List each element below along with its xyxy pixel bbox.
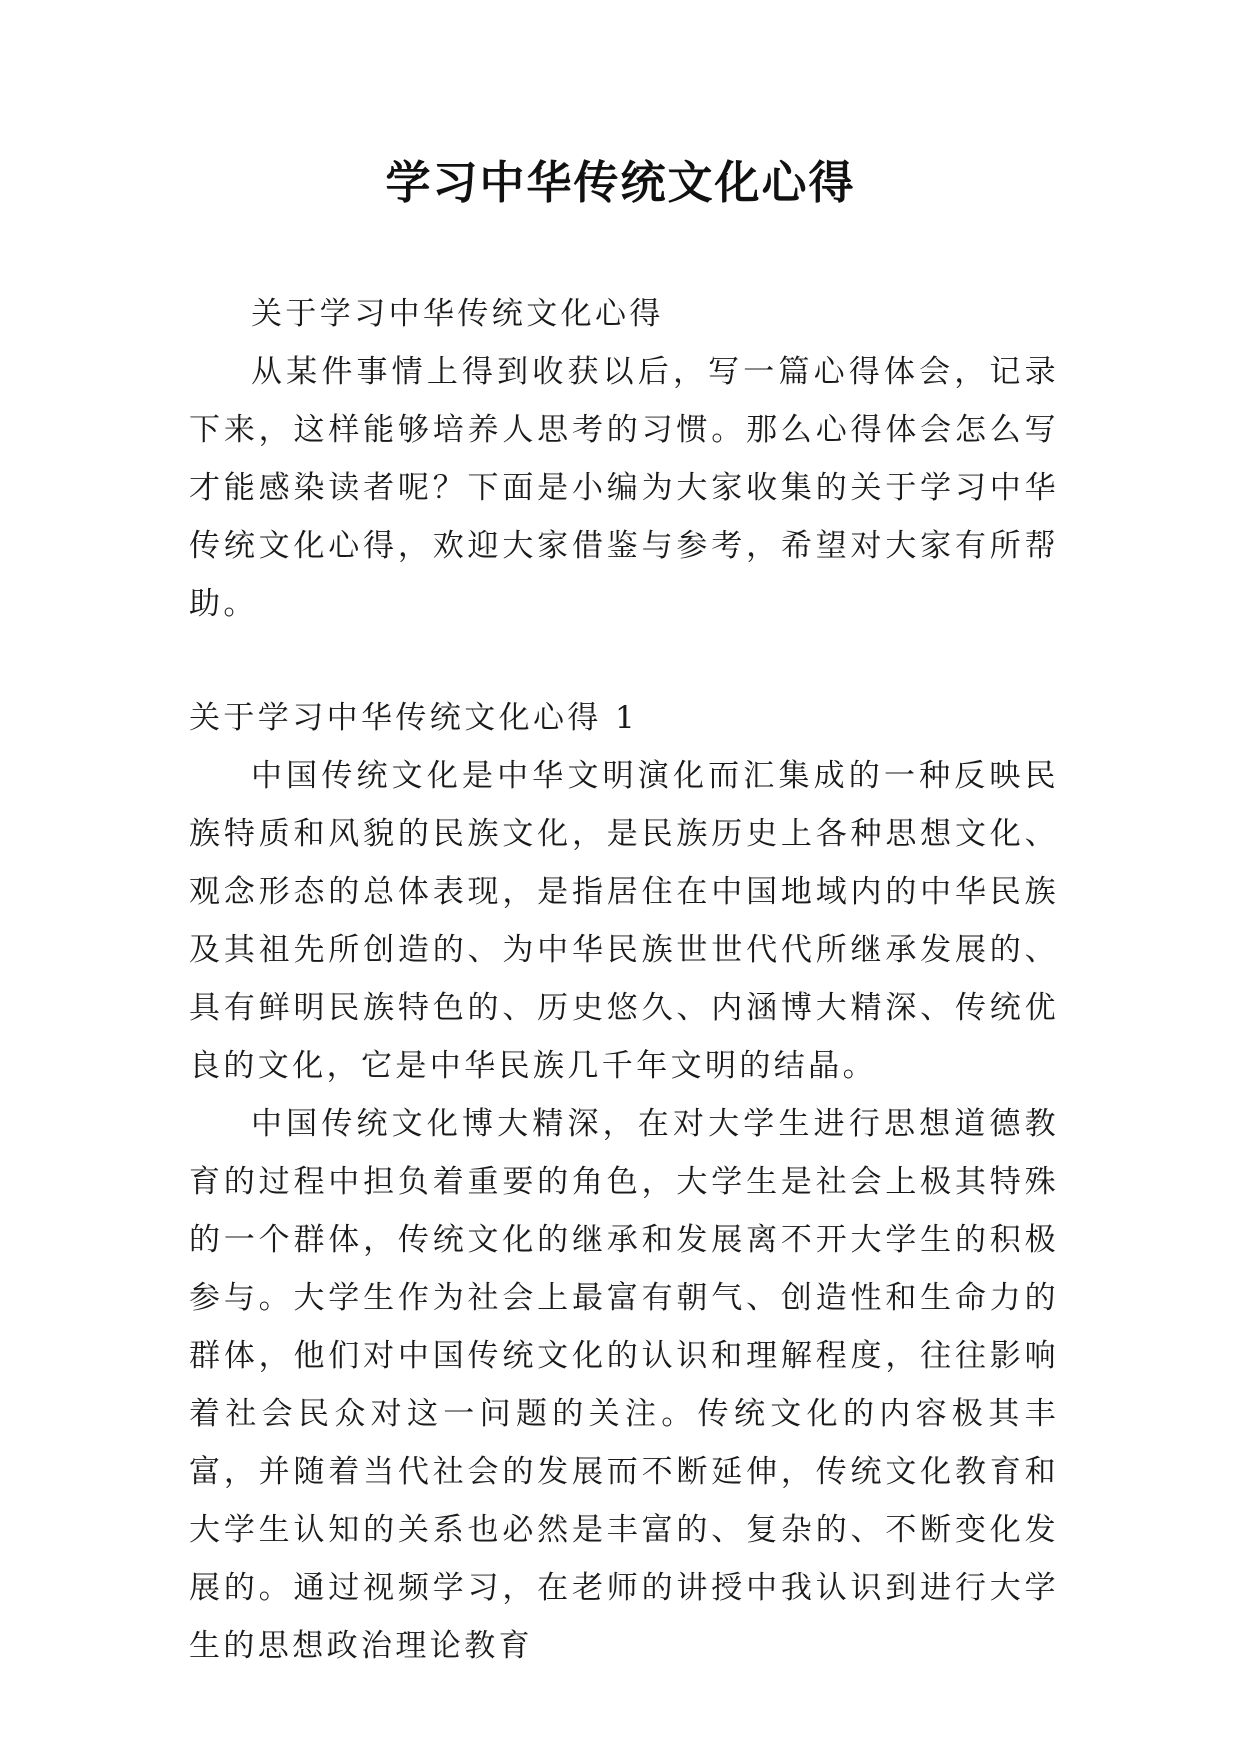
intro-heading: 关于学习中华传统文化心得 <box>251 296 664 332</box>
document-body <box>189 285 1059 1675</box>
body-paragraph-2: 中国传统文化博大精深，在对大学生进行思想道德教育的过程中担负着重要的角色，大学生是社会上极其特殊的一个群体，传统文化的继承和发展离不开大学生的积极参与。大学生作为社会上最富有朝气、创造性和生命力的群体，他们对中国传统文化的认识和理解程度，往往影响着社会民众对这一问题的关注。传统文化的内容极其丰富，并随着当代社会的发展而不断延伸，传统文化教育和大学生认知的关系也必然是丰富的、复杂的、不断变化发展的。通过视频学习，在老师的讲授中我认识到进行大学生的思想政治理论教育 <box>189 1106 1059 1664</box>
document-title: 学习中华传统文化心得 <box>385 156 856 209</box>
body-paragraph-1: 中国传统文化是中华文明演化而汇集成的一种反映民族特质和风貌的民族文化，是民族历史上各种思想文化、观念形态的总体表现，是指居住在中国地域内的中华民族及其祖先所创造的、为中华民族世世代代所继承发展的、具有鲜明民族特色的、历史悠久、内涵博大精深、传统优良的文化，它是中华民族几千年文明的结晶。 <box>189 758 1059 1084</box>
section-spacer <box>189 633 1059 689</box>
section-heading: 关于学习中华传统文化心得 1 <box>189 700 639 736</box>
intro-paragraph: 从某件事情上得到收获以后，写一篇心得体会，记录下来，这样能够培养人思考的习惯。那么心得体会怎么写才能感染读者呢？下面是小编为大家收集的关于学习中华传统文化心得，欢迎大家借鉴与参考，希望对大家有所帮助。 <box>189 354 1059 622</box>
